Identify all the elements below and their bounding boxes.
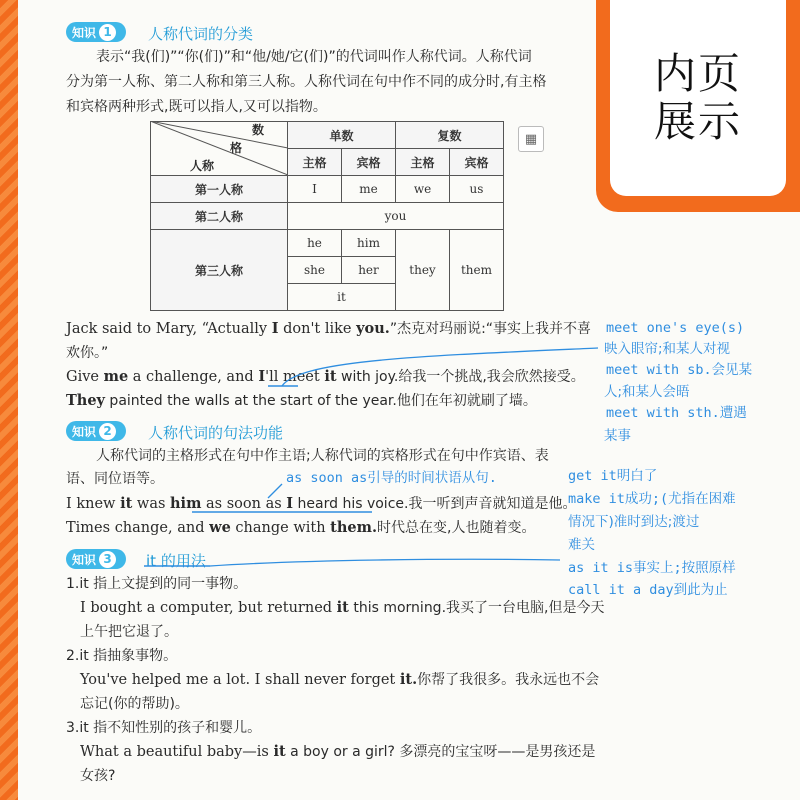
- note-meet-with-sth-meaning: 某事: [604, 428, 631, 444]
- corner-label-case: 格: [230, 141, 243, 155]
- note-as-soon-as: as soon as引导的时间状语从句.: [286, 470, 497, 486]
- section2-para-line2: 语、同位语等。: [66, 471, 164, 487]
- section3-point3-cont: 女孩?: [80, 768, 116, 784]
- badge-number: 3: [99, 551, 116, 568]
- cell-she: she: [288, 257, 342, 284]
- badge-number: 2: [99, 423, 116, 440]
- section3-point3-heading: 3.it 指不知性别的孩子和婴儿。: [66, 720, 262, 736]
- section3-point2-example: You've helped me a lot. I shall never forget it.你帮了我很多。我永远也不会: [80, 671, 600, 688]
- header-subj-s: 主格: [288, 149, 342, 176]
- row-second-person: 第二人称: [151, 203, 288, 230]
- knowledge-badge-2: [66, 421, 126, 441]
- cell-us: us: [450, 176, 504, 203]
- cell-you: you: [288, 203, 504, 230]
- badge-label: 知识: [72, 424, 97, 439]
- table-corner-diagonals: [150, 121, 288, 175]
- section3-point1-heading: 1.it 指上文提到的同一事物。: [66, 576, 248, 592]
- note-as-it-is: as it is事实上;按照原样: [568, 560, 736, 576]
- row-first-person: 第一人称: [151, 176, 288, 203]
- note-make-it: make it成功;(尤指在困难: [568, 491, 736, 507]
- section1-para-line2: 分为第一人称、第二人称和第三人称。人称代词在句中作不同的成分时,有主格: [66, 74, 547, 90]
- section2-title: 人称代词的句法功能: [148, 424, 284, 442]
- note-meet-with-sb-meaning: 人;和某人会晤: [604, 384, 690, 400]
- badge-label: 知识: [72, 552, 97, 567]
- example1-line2: 欢你。”: [66, 345, 109, 361]
- header-obj-s: 宾格: [342, 149, 396, 176]
- knowledge-badge-1: [66, 22, 126, 42]
- knowledge-badge-3: [66, 549, 126, 569]
- cell-it: it: [288, 284, 396, 311]
- note-make-it-cont2: 难关: [568, 537, 595, 553]
- cell-I: I: [288, 176, 342, 203]
- section3-point1-example: I bought a computer, but returned it this morning.我买了一台电脑,但是今天: [80, 599, 605, 616]
- section3-point1-cont: 上午把它退了。: [80, 624, 178, 640]
- banner-label-box: [610, 0, 786, 196]
- table-zoom-icon[interactable]: ▦: [518, 126, 544, 152]
- row-third-person: 第三人称: [151, 230, 288, 311]
- note-meet-ones-eyes: meet one's eye(s): [606, 320, 745, 336]
- cell-they: they: [396, 230, 450, 311]
- note-meet-with-sth: meet with sth.遭遇: [606, 405, 747, 421]
- cell-me: me: [342, 176, 396, 203]
- cell-him: him: [342, 230, 396, 257]
- cell-we: we: [396, 176, 450, 203]
- preview-banner: [596, 0, 800, 212]
- section2-example1: I knew it was him as soon as I heard his voice.我一听到声音就知道是他。: [66, 495, 577, 512]
- note-meet-ones-eyes-meaning: 映入眼帘;和某人对视: [604, 341, 731, 357]
- header-singular: 单数: [288, 122, 396, 149]
- corner-label-number: 数: [252, 123, 265, 137]
- cell-he: he: [288, 230, 342, 257]
- banner-line2: 展示: [653, 97, 742, 146]
- badge-number: 1: [99, 24, 116, 41]
- section1-title: 人称代词的分类: [148, 25, 254, 43]
- example1-line1: Jack said to Mary, “Actually I don't like you.”杰克对玛丽说:“事实上我并不喜: [66, 320, 592, 337]
- section1-para-line1: 表示“我(们)”“你(们)”和“他/她/它(们)”的代词叫作人称代词。人称代词: [96, 49, 532, 65]
- left-decorative-border: [0, 0, 18, 800]
- header-plural: 复数: [396, 122, 504, 149]
- note-make-it-cont: 情况下)准时到达;渡过: [568, 514, 700, 530]
- header-obj-p: 宾格: [450, 149, 504, 176]
- banner-line1: 内页: [653, 48, 742, 98]
- section1-para-line3: 和宾格两种形式,既可以指人,又可以指物。: [66, 99, 327, 115]
- note-meet-with-sb: meet with sb.会见某: [606, 362, 753, 378]
- section3-point2-heading: 2.it 指抽象事物。: [66, 648, 178, 664]
- section3-title: it 的用法: [146, 552, 206, 570]
- badge-label: 知识: [72, 25, 97, 40]
- section2-example2: Times change, and we change with them.时代总在变,人也随着变。: [66, 519, 536, 536]
- cell-her: her: [342, 257, 396, 284]
- header-subj-p: 主格: [396, 149, 450, 176]
- note-call-it-a-day: call it a day到此为止: [568, 582, 728, 598]
- note-get-it: get it明白了: [568, 468, 658, 484]
- section2-para-line1: 人称代词的主格形式在句中作主语;人称代词的宾格形式在句中作宾语、表: [96, 448, 549, 464]
- section3-point2-cont: 忘记(你的帮助)。: [80, 696, 189, 712]
- section3-point3-example: What a beautiful baby—is it a boy or a girl? 多漂亮的宝宝呀——是男孩还是: [80, 743, 596, 760]
- cell-them: them: [450, 230, 504, 311]
- example3-line: They painted the walls at the start of the year.他们在年初就刷了墙。: [66, 392, 537, 409]
- example2-line: Give me a challenge, and I'll meet it with joy.给我一个挑战,我会欣然接受。: [66, 368, 585, 385]
- corner-label-person: 人称: [190, 159, 215, 173]
